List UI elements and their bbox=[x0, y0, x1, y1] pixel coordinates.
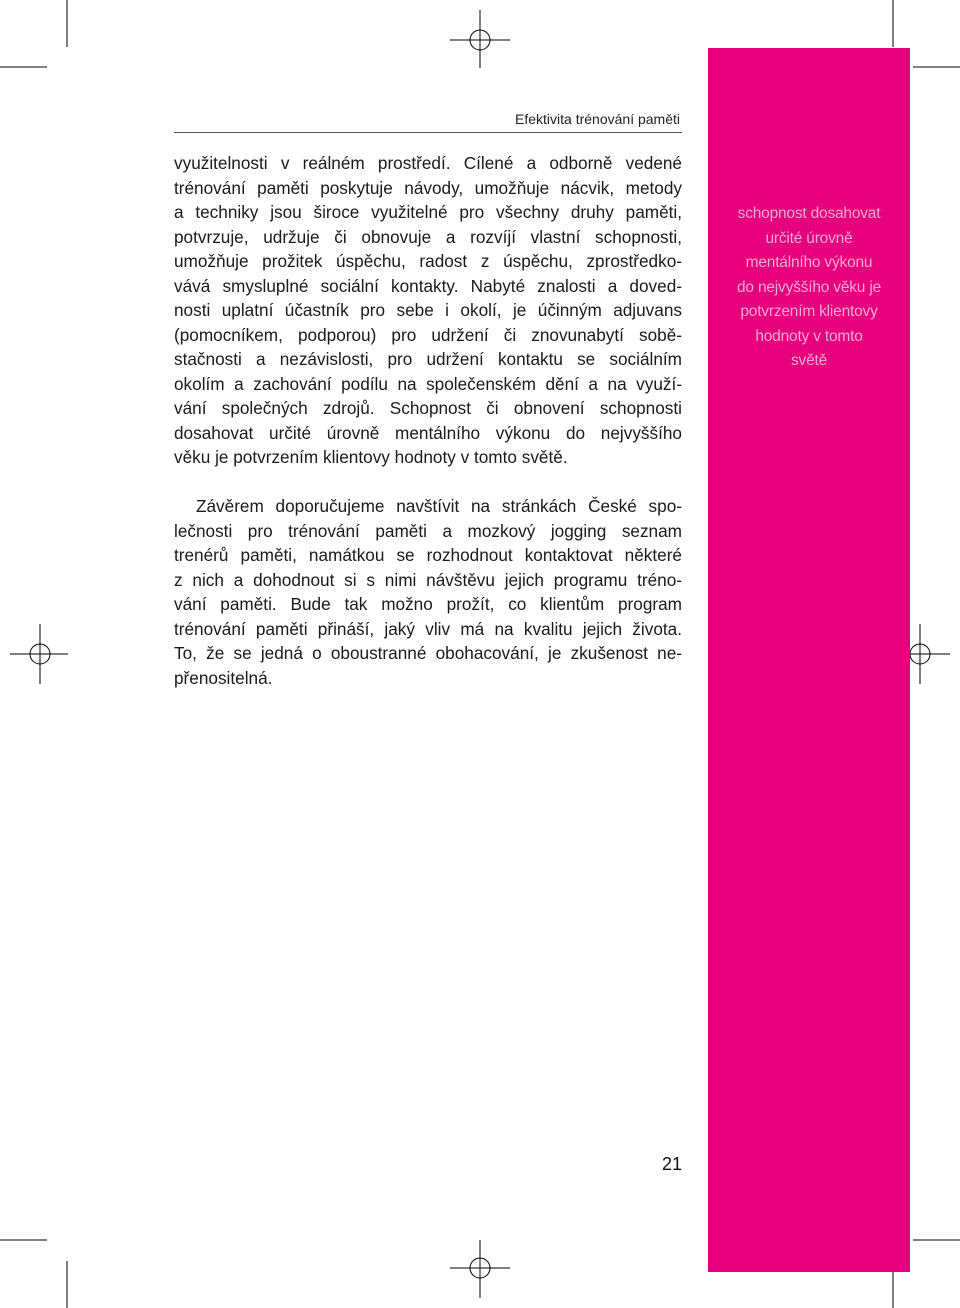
pull-quote bbox=[708, 202, 910, 374]
text-line: To, že se jedná o oboustranné obohacování, je zkušenost ne- bbox=[174, 643, 682, 663]
pull-quote-line: do nejvyššího věku je bbox=[737, 278, 881, 296]
text-line: okolím a zachování podílu na společenském dění a na využí- bbox=[174, 373, 682, 394]
pull-quote-line: světě bbox=[790, 352, 828, 369]
running-header: Efektivita trénování paměti bbox=[515, 111, 680, 127]
pull-quote-line: určité úrovně bbox=[765, 229, 853, 247]
registration-mark-top bbox=[450, 10, 510, 68]
text-line: vává smysluplné sociální kontakty. Nabyté znalosti a doved- bbox=[174, 275, 682, 296]
pull-quote-line: schopnost dosahovat bbox=[737, 205, 881, 222]
registration-mark-left bbox=[10, 624, 68, 684]
text-line: trénování paměti poskytuje návody, umožňuje nácvik, metody bbox=[174, 177, 682, 198]
text-line: umožňuje prožitek úspěchu, radost z úspěchu, zprostředko- bbox=[174, 251, 682, 271]
text-line: trénování paměti přináší, jaký vliv má na kvalitu jejich života. bbox=[174, 618, 682, 639]
text-line: věku je potvrzením klientovy hodnoty v tomto světě. bbox=[174, 447, 568, 467]
text-line: (pomocníkem, podporou) pro udržení či znovunabytí sobě- bbox=[174, 324, 682, 345]
text-line: Závěrem doporučujeme navštívit na stránkách České spo- bbox=[196, 496, 682, 516]
text-line: lečnosti pro trénování paměti a mozkový jogging seznam bbox=[174, 520, 682, 541]
magenta-sidebar bbox=[708, 48, 910, 1272]
paragraph-1 bbox=[174, 151, 682, 470]
pull-quote-line: mentálního výkonu bbox=[745, 254, 873, 271]
paragraph-2 bbox=[174, 494, 682, 690]
registration-mark-bottom bbox=[450, 1240, 510, 1298]
text-line: stačnosti a nezávislosti, pro udržení kontaktu se sociálním bbox=[174, 349, 682, 369]
text-line: potvrzuje, udržuje či obnovuje a rozvíjí vlastní schopnosti, bbox=[174, 226, 682, 247]
text-line: dosahovat určité úrovně mentálního výkonu do nejvyššího bbox=[174, 422, 682, 443]
text-line: z nich a dohodnout si s nimi návštěvu jejich programu tréno- bbox=[174, 569, 682, 590]
text-line: trenérů paměti, namátkou se rozhodnout kontaktovat některé bbox=[174, 545, 682, 565]
text-line: vání paměti. Bude tak možno prožít, co klientům program bbox=[174, 594, 682, 614]
text-line: vání společných zdrojů. Schopnost či obnovení schopnosti bbox=[174, 398, 682, 418]
header-rule bbox=[174, 132, 682, 133]
pull-quote-line: potvrzením klientovy bbox=[740, 303, 878, 320]
text-line: přenositelná. bbox=[174, 667, 273, 688]
pull-quote-line: hodnoty v tomto bbox=[755, 327, 863, 345]
text-line: využitelnosti v reálném prostředí. Cílené a odborně vedené bbox=[174, 153, 682, 173]
page-number: 21 bbox=[661, 1154, 682, 1174]
text-line: a techniky jsou široce využitelné pro všechny druhy paměti, bbox=[174, 202, 682, 222]
text-line: nosti uplatní účastník pro sebe i okolí, je účinným adjuvans bbox=[174, 300, 682, 320]
